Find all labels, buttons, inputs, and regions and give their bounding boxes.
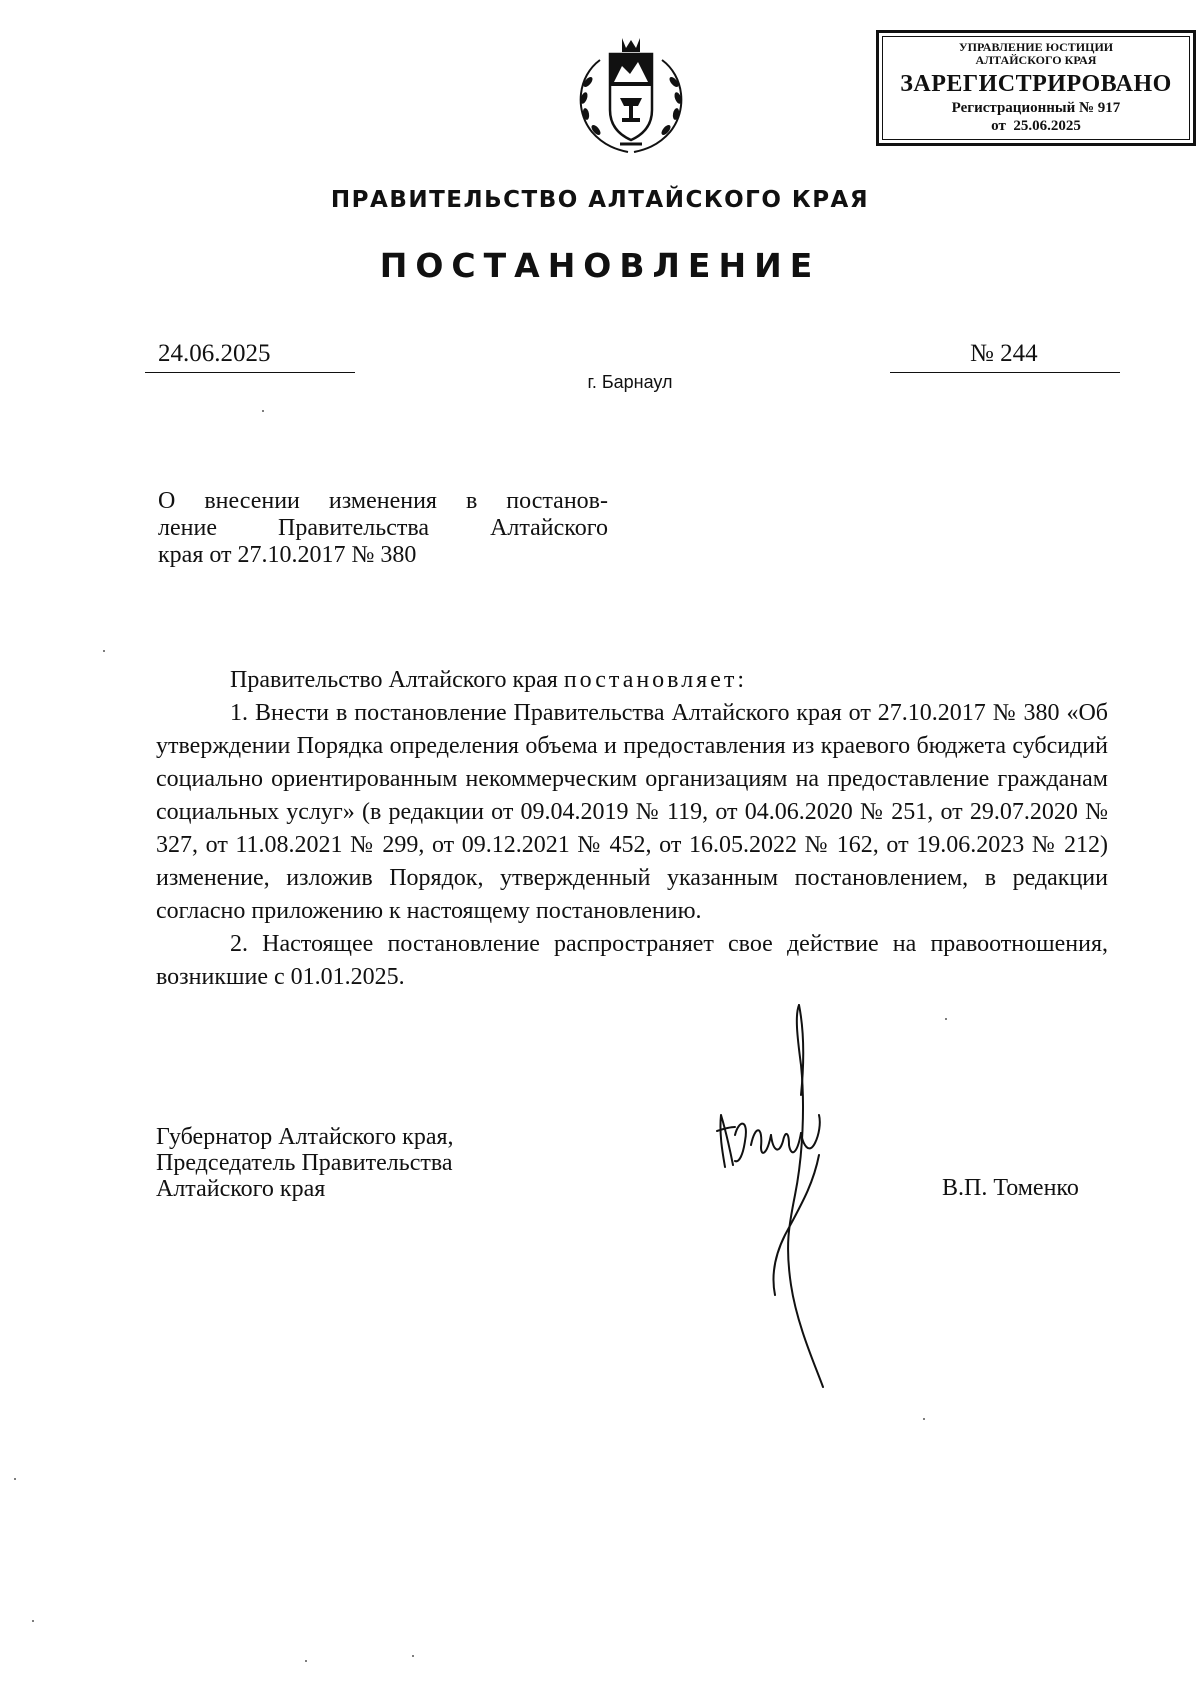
handwritten-signature [705, 995, 885, 1395]
signatory-title-line: Алтайского края [156, 1176, 326, 1202]
signatory-name: В.П. Томенко [942, 1175, 1079, 1201]
scan-speck [945, 1018, 947, 1020]
government-title: ПРАВИТЕЛЬСТВО АЛТАЙСКОГО КРАЯ [330, 187, 870, 213]
resolution-item-1: 1. Внести в постановление Правительства Алтайского края от 27.10.2017 № 380 «Об утверждении Порядка определения объема и предоставления из краевого бюджета субсидий социально ориентированным некоммерческим организациям на предоставление гражданам социальных услуг» (в редакции от 09.04.2019 № 119, от 04.06.2020 № 251, от 29.07.2020 № 327, от 11.08.2021 № 299, от 09.12.2021 № 452, от 16.05.2022 № 162, от 19.06.2023 № 212) изменение, изложив Порядок, утвержденный указанным постановлением, в редакции согласно приложению к настоящему постановлению. [156, 700, 1108, 924]
document-number: № 244 [970, 340, 1038, 367]
signatory-title-line: Председатель Правительства [156, 1150, 453, 1176]
scan-speck [923, 1418, 925, 1420]
document-subject [158, 488, 608, 569]
signatory-title [156, 1124, 454, 1202]
stamp-status: ЗАРЕГИСТРИРОВАНО [900, 71, 1172, 97]
intro-prefix: Правительство Алтайского края [230, 667, 558, 693]
coat-of-arms-emblem [570, 32, 692, 156]
resolution-intro [156, 664, 1108, 697]
resolution-item-2: 2. Настоящее постановление распространяет свое действие на правоотношения, возникшие с 01.01.2025. [156, 931, 1108, 990]
document-date: 24.06.2025 [158, 340, 271, 367]
scan-speck [32, 1620, 34, 1622]
signatory-title-line: Губернатор Алтайского края, [156, 1124, 454, 1150]
document-body [156, 664, 1108, 994]
scan-speck [305, 1660, 307, 1662]
scan-speck [412, 1655, 414, 1657]
scan-speck [262, 410, 264, 412]
registration-stamp [876, 30, 1196, 146]
stamp-department-line2: АЛТАЙСКОГО КРАЯ [975, 53, 1097, 67]
subject-line: края от 27.10.2017 № 380 [158, 542, 417, 568]
intro-verb: постановляет: [563, 667, 748, 693]
stamp-department-line1: УПРАВЛЕНИЕ ЮСТИЦИИ [958, 40, 1114, 54]
document-city: г. Барнаул [587, 372, 673, 392]
document-type-title: ПОСТАНОВЛЕНИЕ [379, 246, 821, 285]
subject-line: О внесении изменения в постанов- [158, 488, 608, 514]
scan-speck [14, 1478, 16, 1480]
stamp-registration-number: Регистрационный № 917 [951, 100, 1121, 116]
stamp-registration-date: от 25.06.2025 [991, 118, 1081, 134]
scan-speck [103, 650, 105, 652]
subject-line: ление Правительства Алтайского [158, 515, 608, 541]
